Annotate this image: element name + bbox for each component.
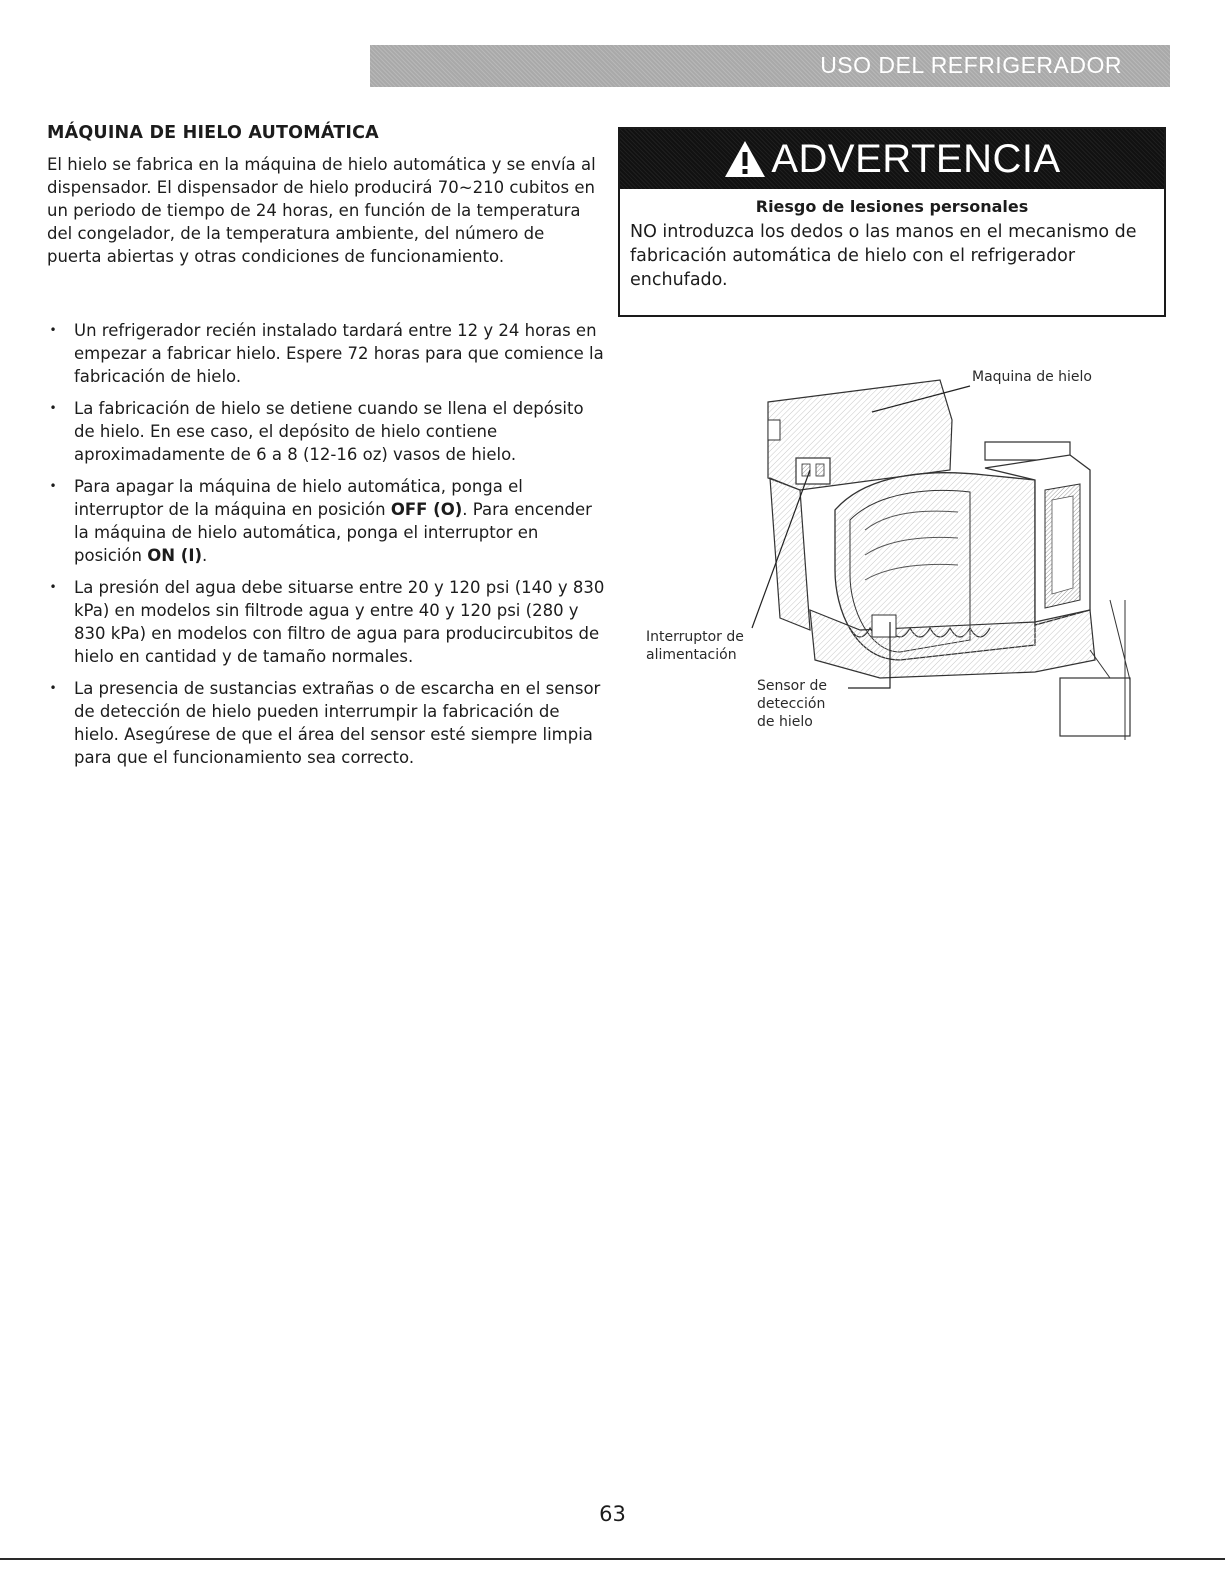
bullet-text: La presencia de sustancias extrañas o de escarcha en el sensor de detección de hielo pueden interrumpir la fabricación de hielo. Asegúrese de que el área del sensor esté siempre limpia para que el funcionamiento sea correcto.: [74, 679, 601, 767]
callout-icemaker-label: Maquina de hielo: [972, 369, 1092, 385]
header-band: [370, 45, 1170, 87]
warning-triangle-icon: [723, 139, 767, 179]
bullet-item: [47, 475, 607, 567]
bullet-text-part: .: [202, 546, 208, 565]
bullet-item: [47, 677, 607, 769]
callout-power-switch-label: [646, 628, 744, 664]
page-number: 63: [599, 1502, 626, 1526]
bullet-text-part: Para apagar la máquina de hielo automática, ponga el interruptor de la máquina en posición: [74, 477, 523, 519]
callout-line: alimentación: [646, 647, 737, 663]
callout-line: de hielo: [757, 714, 813, 730]
warning-box: [618, 127, 1166, 317]
ice-maker-figure: [640, 360, 1140, 750]
bullet-dot: •: [49, 323, 57, 337]
callout-ice-sensor-label: [757, 677, 827, 731]
bullet-dot: •: [49, 479, 57, 493]
bullet-item: [47, 397, 607, 466]
section-heading: MÁQUINA DE HIELO AUTOMÁTICA: [47, 123, 379, 143]
bullet-text: La presión del agua debe situarse entre 20 y 120 psi (140 y 830 kPa) en modelos sin filtrode agua y entre 40 y 120 psi (280 y 830 kPa) en modelos con filtro de agua para producircubitos de hielo en cantidad y de tamaño normales.: [74, 578, 605, 666]
warning-subtitle: Riesgo de lesiones personales: [755, 197, 1029, 216]
warning-title: ADVERTENCIA: [771, 137, 1061, 181]
callout-line: Interruptor de: [646, 629, 744, 645]
bullet-text: La fabricación de hielo se detiene cuando se llena el depósito de hielo. En ese caso, el depósito de hielo contiene aproximadamente de 6 a 8 (12-16 oz) vasos de hielo.: [74, 399, 584, 464]
bullet-text: Un refrigerador recién instalado tardará entre 12 y 24 horas en empezar a fabricar hielo. Espere 72 horas para que comience la fabricación de hielo.: [74, 321, 604, 386]
on-label: ON (I): [147, 546, 203, 565]
warning-body: NO introduzca los dedos o las manos en el mecanismo de fabricación automática de hielo con el refrigerador enchufado.: [630, 222, 1137, 290]
bullet-item: [47, 319, 607, 388]
header-title: USO DEL REFRIGERADOR: [820, 52, 1122, 78]
bottom-rule: [0, 1558, 1225, 1560]
callout-line: detección: [757, 696, 826, 712]
bullet-dot: •: [49, 401, 57, 415]
bullet-list: [47, 319, 607, 778]
bullet-dot: •: [49, 580, 57, 594]
bullet-dot: •: [49, 681, 57, 695]
bullet-text-part: . Para encender la máquina de hielo automática, ponga el interruptor en posición: [74, 500, 592, 565]
bullet-item: [47, 576, 607, 668]
callout-line: Sensor de: [757, 678, 827, 694]
intro-paragraph: El hielo se fabrica en la máquina de hielo automática y se envía al dispensador. El dispensador de hielo producirá 70~210 cubitos en un periodo de tiempo de 24 horas, en función de la temperatura del congelador, de la temperatura ambiente, del número de puerta abiertas y otras condiciones de funcionamiento.: [47, 155, 596, 266]
ice-maker-illustration: [640, 360, 1140, 750]
off-label: OFF (O): [390, 500, 463, 519]
warning-header: [620, 129, 1164, 189]
